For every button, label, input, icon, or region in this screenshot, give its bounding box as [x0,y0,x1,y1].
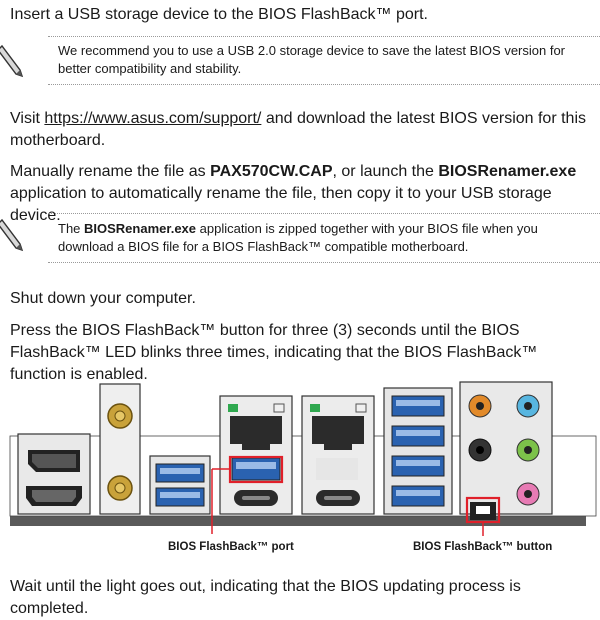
pencil-note-icon [0,214,28,254]
rear-io-diagram [0,376,600,556]
step-press: Press the BIOS FlashBack™ button for three (3) seconds until the BIOS FlashBack™ LED blinks three times, indicating that the BIOS FlashBack™ function is enabled. [10,322,538,383]
step-shutdown: Shut down your computer. [10,290,196,307]
note-divider [48,262,600,263]
audio-jack-group [460,382,552,522]
bios-filename: PAX570CW.CAP [210,163,333,180]
lan-usb-group-2 [302,396,374,514]
flashback-port-label: BIOS FlashBack™ port [168,541,294,553]
note-divider [48,213,600,214]
pencil-note-icon [0,40,28,80]
usb-stack-right [384,388,452,514]
displayport-hdmi-group [18,434,90,514]
wifi-antenna-group [100,384,140,514]
bios-renamer-app: BIOSRenamer.exe [438,163,577,180]
asus-support-link[interactable]: https://www.asus.com/support/ [44,110,262,127]
note-usb2: We recommend you to use a USB 2.0 storage device to save the latest BIOS version for better compatibility and stability. [58,43,566,76]
note-divider [48,36,600,37]
step-insert: Insert a USB storage device to the BIOS FlashBack™ port. [10,6,428,23]
flashback-button-label: BIOS FlashBack™ button [413,541,553,553]
step-visit: Visit https://www.asus.com/support/ and download the latest BIOS version for this motherboard. [10,110,586,149]
step-rename: Manually rename the file as PAX570CW.CAP, or launch the BIOSRenamer.exe application to automatically rename the file, then copy it to your USB storage device. [10,163,577,224]
usb-stack-left [150,456,210,514]
note-biosrenamer: The BIOSRenamer.exe application is zipped together with your BIOS file when you download a BIOS file for a BIOS FlashBack™ compatible motherboard. [58,221,538,254]
lan-usb-group-1 [220,396,292,514]
step-wait: Wait until the light goes out, indicating that the BIOS updating process is completed. [10,578,521,617]
note-divider [48,84,600,85]
